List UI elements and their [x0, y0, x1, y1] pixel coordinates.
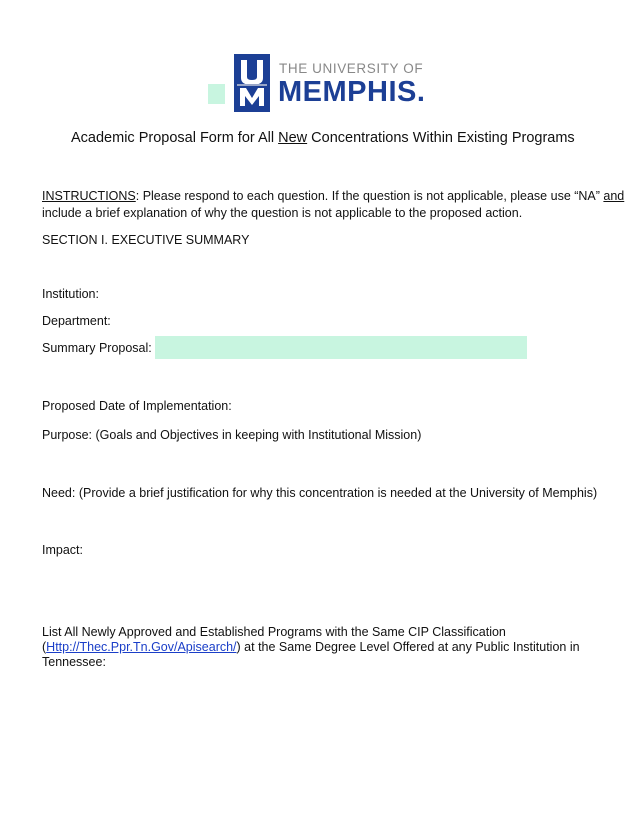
title-new: New: [278, 130, 308, 146]
need-label: Need: (Provide a brief justification for why this concentration is needed at the University of Memphis): [42, 486, 598, 500]
purpose-label: Purpose: (Goals and Objectives in keeping with Institutional Mission): [42, 428, 422, 442]
green-marker-block: [208, 84, 225, 104]
institution-label: Institution:: [42, 287, 99, 301]
impact-label: Impact:: [42, 543, 83, 557]
summary-proposal-label: Summary Proposal:: [42, 341, 152, 355]
cip-search-link[interactable]: Http://Thec.Ppr.Tn.Gov/Apisearch/: [46, 640, 237, 654]
logo-memphis-line: MEMPHIS.: [278, 76, 426, 108]
cip-line-2-rest: ) at the Same Degree Level Offered at any Public Institution in: [236, 640, 580, 654]
title-after: Concentrations Within Existing Programs: [307, 130, 575, 146]
instructions-and: and: [603, 189, 625, 203]
proposed-date-label: Proposed Date of Implementation:: [42, 399, 232, 413]
cip-line-3: Tennessee:: [42, 655, 106, 669]
summary-proposal-field[interactable]: [155, 336, 527, 359]
university-logo-mark: [234, 54, 270, 112]
department-label: Department:: [42, 314, 111, 328]
cip-line-1: List All Newly Approved and Established Programs with the Same CIP Classification: [42, 625, 506, 639]
cip-line-2: [42, 639, 580, 655]
instructions-line-1: [42, 188, 624, 204]
instructions-line-2: include a brief explanation of why the question is not applicable to the proposed action.: [42, 206, 523, 220]
instructions-label: INSTRUCTIONS: [42, 189, 136, 203]
page-title: [71, 130, 575, 146]
um-monogram-icon: [234, 54, 270, 112]
title-before: Academic Proposal Form for All: [71, 130, 279, 146]
logo-university-line: THE UNIVERSITY OF: [279, 61, 424, 76]
instructions-text: : Please respond to each question. If the question is not applicable, please use “NA”: [135, 189, 604, 203]
cip-paren-open: (: [42, 640, 47, 654]
section-heading: SECTION I. EXECUTIVE SUMMARY: [42, 233, 250, 247]
